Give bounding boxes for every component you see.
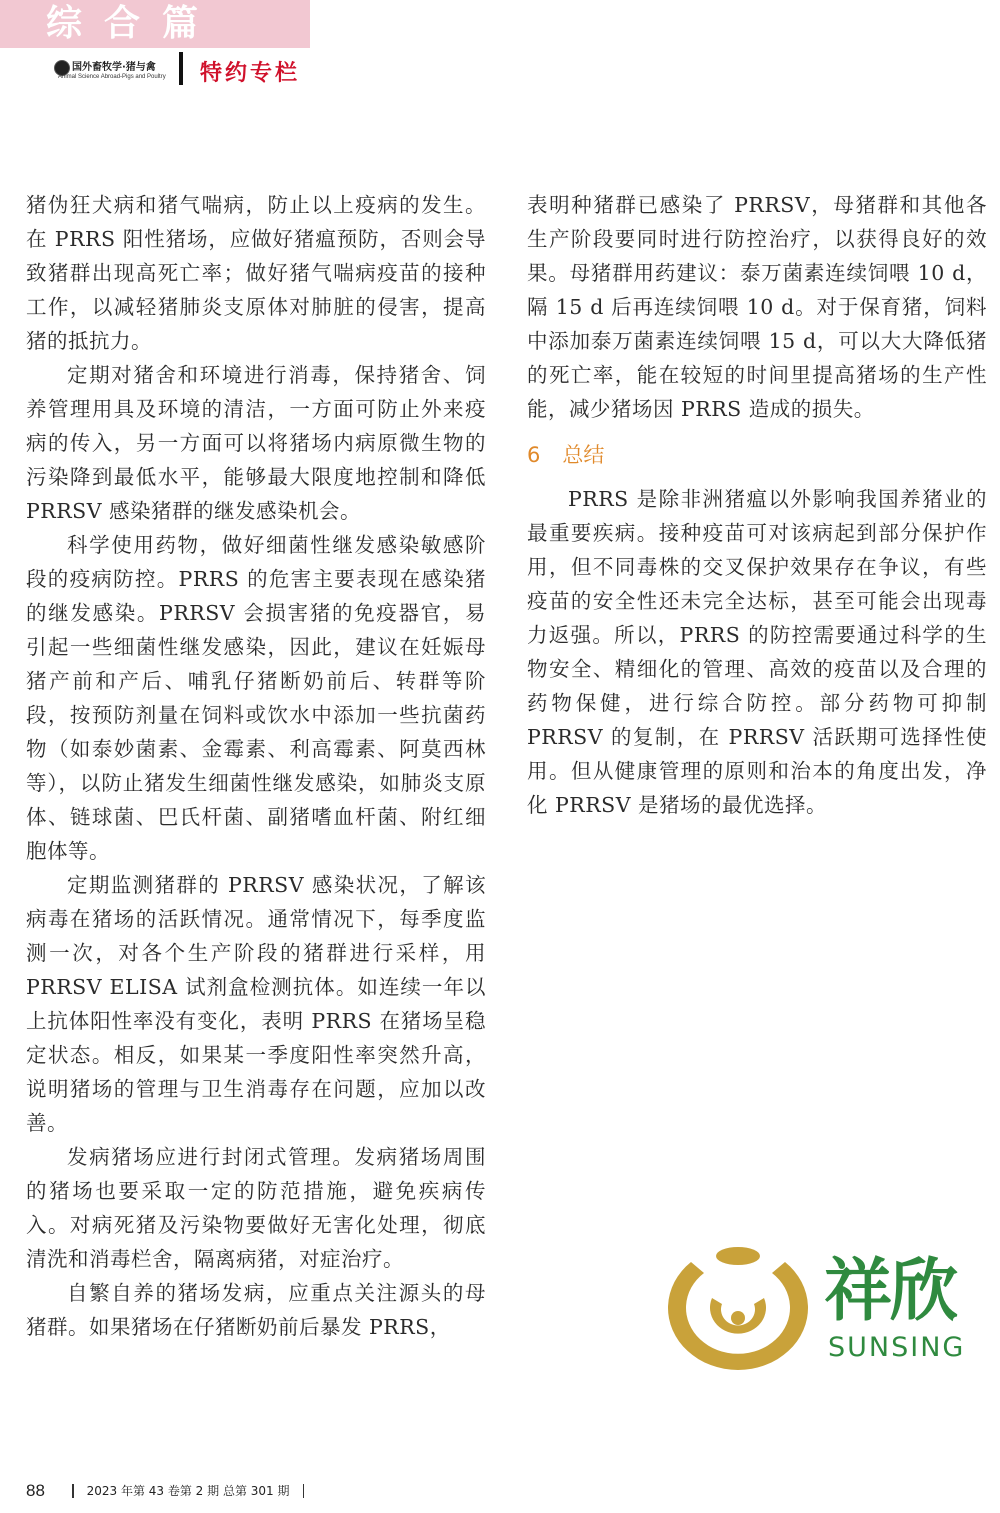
paragraph: PRRS 是除非洲猪瘟以外影响我国养猪业的最重要疾病。接种疫苗可对该病起到部分保护作用，但不同毒株的交叉保护效果存在争议，有些疫苗的安全性还未完全达标，甚至可能会出现毒力返强。所以，PRRS 的防控需要通过科学的生物安全、精细化的管理、高效的疫苗以及合理的药物保健，进行综合防控。部分药物可抑制 PRRSV 的复制，在 PRRSV 活跃期可选择性使用。但从健康管理的原则和治本的角度出发，净化 PRRSV 是猪场的最优选择。 [527,487,987,817]
paragraph: 定期监测猪群的 PRRSV 感染状况，了解该病毒在猪场的活跃情况。通常情况下，每季度监测一次，对各个生产阶段的猪群进行采样，用 PRRSV ELISA 试剂盒检测抗体。如连续一年以上抗体阳性率没有变化，表明 PRRS 在猪场呈稳定状态。相反，如果某一季度阳性率突然升高，说明猪场的管理与卫生消毒存在问题，应加以改善。 [26,873,486,1135]
advertiser-logo [658,1242,978,1372]
paragraph: 发病猪场应进行封闭式管理。发病猪场周围的猪场也要采取一定的防范措施，避免疾病传入。对病死猪及污染物要做好无害化处理，彻底清洗和消毒栏舍，隔离病猪，对症治疗。 [26,1145,486,1271]
right-column [527,188,987,822]
sunsing-emblem-icon [658,1242,818,1372]
paragraph: 猪伪狂犬病和猪气喘病，防止以上疫病的发生。在 PRRS 阳性猪场，应做好猪瘟预防，否则会导致猪群出现高死亡率；做好猪气喘病疫苗的接种工作，以减轻猪肺炎支原体对肺脏的侵害，提高猪的抵抗力。 [26,193,486,353]
paragraph: 科学使用药物，做好细菌性继发感染敏感阶段的疫病防控。PRRS 的危害主要表现在感染猪的继发感染。PRRSV 会损害猪的免疫器官，易引起一些细菌性继发感染，因此，建议在妊娠母猪产前和产后、哺乳仔猪断奶前后、转群等阶段，按预防剂量在饲料或饮水中添加一些抗菌药物（如泰妙菌素、金霉素、利高霉素、阿莫西林等），以防止猪发生细菌性继发感染，如肺炎支原体、链球菌、巴氏杆菌、副猪嗜血杆菌、附红细胞体等。 [26,533,486,863]
paragraph: 表明种猪群已感染了 PRRSV，母猪群和其他各生产阶段要同时进行防控治疗，以获得良好的效果。母猪群用药建议：泰万菌素连续饲喂 10 d，隔 15 d 后再连续饲喂 10 d。对于保育猪，饲料中添加泰万菌素连续饲喂 15 d，可以大大降低猪的死亡率，能在较短的时间里提高猪场的生产性能，减少猪场因 PRRS 造成的损失。 [527,193,987,421]
magazine-name: 国外畜牧学·猪与禽 [72,62,156,73]
footer-divider [303,1484,305,1498]
header-divider [179,52,183,85]
advertiser-name-en: SUNSING [828,1332,966,1363]
column-name: 特约专栏 [200,61,301,86]
footer-divider [72,1484,74,1498]
page-footer [26,1480,312,1502]
section-heading [527,438,987,472]
left-column [26,188,486,1344]
section-heading-title: 总结 [562,443,605,467]
paragraph: 定期对猪舍和环境进行消毒，保持猪舍、饲养管理用具及环境的清洁，一方面可防止外来疫病的传入，另一方面可以将猪场内病原微生物的污染降到最低水平，能够最大限度地控制和降低 PRRSV 感染猪群的继发感染机会。 [26,363,486,523]
magazine-name-en: Animal Science Abroad-Pigs and Poultry [58,74,166,80]
issue-info: 2023 年第 43 卷第 2 期 总第 301 期 [86,1484,290,1498]
section-title: 综合篇 [46,3,221,44]
page-number: 88 [26,1480,45,1500]
section-number: 6 [527,443,541,467]
advertiser-name-cn: 祥欣 [824,1252,957,1331]
paragraph: 自繁自养的猪场发病，应重点关注源头的母猪群。如果猪场在仔猪断奶前后暴发 PRRS， [26,1281,486,1339]
magazine-logo [54,58,172,84]
